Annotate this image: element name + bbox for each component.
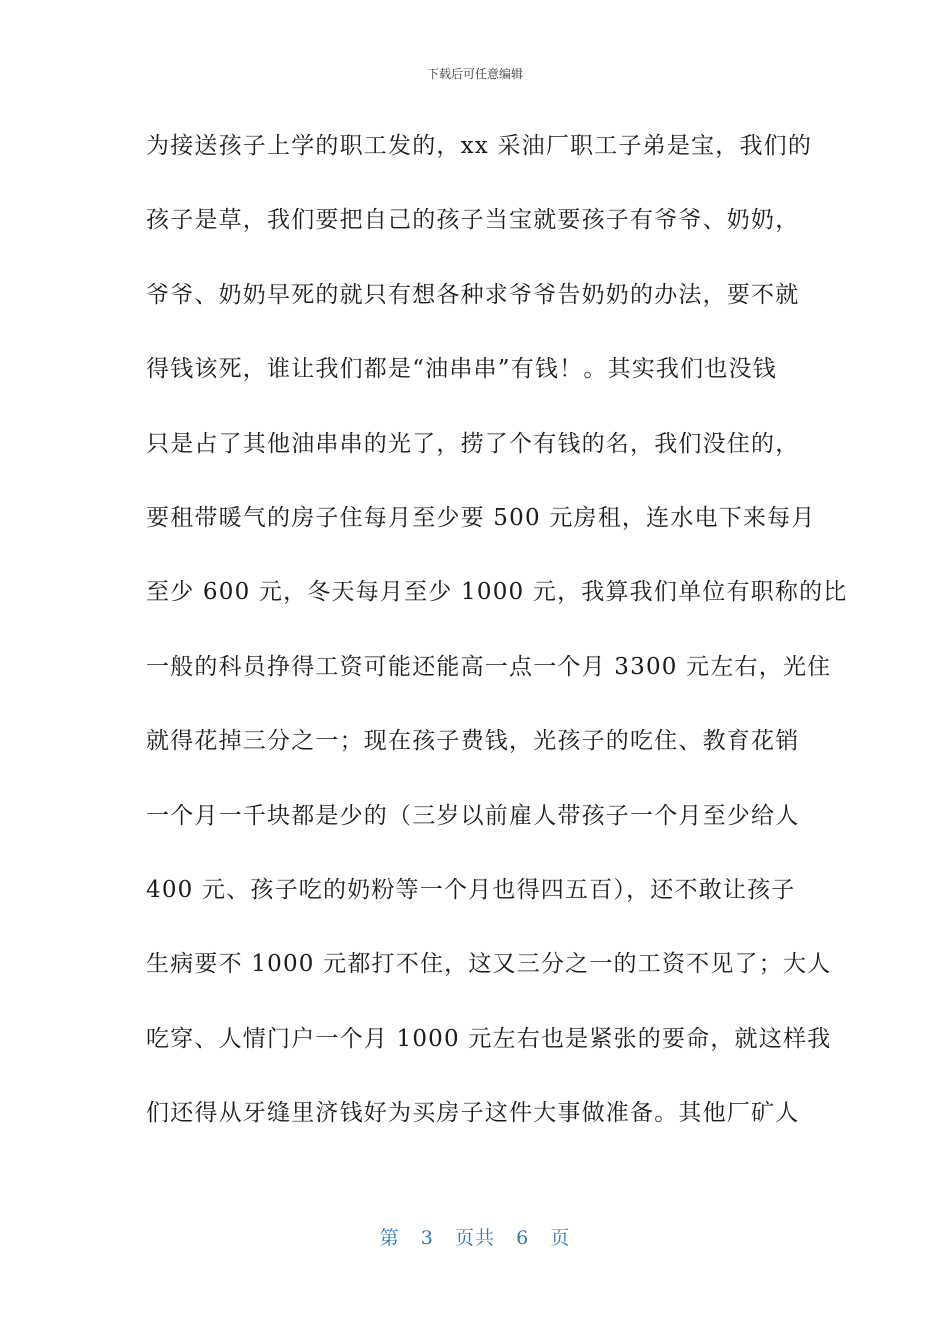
footer-prefix: 第 [379, 1227, 400, 1249]
footer-page-number: 3 [420, 1227, 434, 1249]
text-line: 得钱该死，谁让我们都是“油串串”有钱！。其实我们也没钱 [146, 356, 777, 383]
text-line: 400 元、孩子吃的奶粉等一个月也得四五百），还不敢让孩子 [146, 876, 796, 903]
text-line: 只是占了其他油串串的光了，捞了个有钱的名，我们没住的， [146, 430, 800, 457]
footer-total-pages: 6 [516, 1227, 530, 1249]
page-footer [0, 1224, 950, 1252]
text-line: 孩子是草，我们要把自己的孩子当宝就要孩子有爷爷、奶奶， [146, 207, 800, 234]
text-line: 吃穿、人情门户一个月 1000 元左右也是紧张的要命，就这样我 [146, 1025, 832, 1052]
text-line: 为接送孩子上学的职工发的，xx 采油厂职工子弟是宝，我们的 [146, 133, 813, 159]
text-line: 们还得从牙缝里济钱好为买房子这件大事做准备。其他厂矿人 [146, 1100, 800, 1127]
body-text [146, 124, 848, 1165]
text-line: 至少 600 元，冬天每月至少 1000 元，我算我们单位有职称的比 [146, 579, 848, 606]
text-line: 爷爷、奶奶早死的就只有想各种求爷爷告奶奶的办法，要不就 [146, 281, 800, 308]
text-line: 就得花掉三分之一；现在孩子费钱，光孩子的吃住、教育花销 [146, 728, 800, 755]
text-line: 一个月一千块都是少的（三岁以前雇人带孩子一个月至少给人 [146, 802, 800, 829]
footer-middle: 页共 [454, 1227, 495, 1249]
text-line: 要租带暖气的房子住每月至少要 500 元房租，连水电下来每月 [146, 504, 816, 531]
footer-suffix: 页 [550, 1227, 571, 1249]
text-line: 生病要不 1000 元都打不住，这又三分之一的工资不见了；大人 [146, 951, 832, 978]
text-line: 一般的科员挣得工资可能还能高一点一个月 3300 元左右，光住 [146, 653, 832, 680]
page-header: 下载后可任意编辑 [426, 67, 523, 81]
